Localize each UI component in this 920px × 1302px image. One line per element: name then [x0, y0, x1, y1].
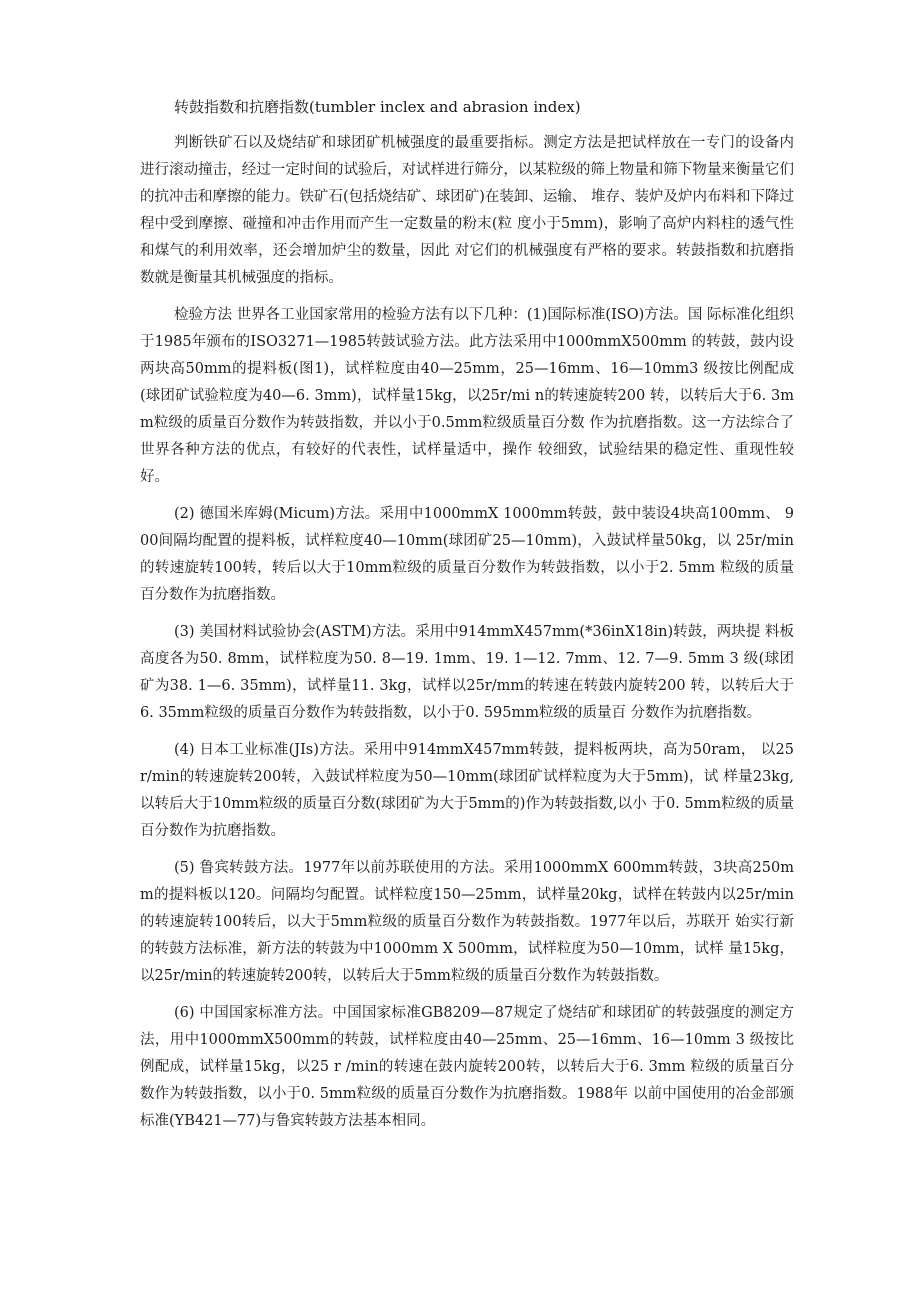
- paragraph-method-jis: (4) 日本工业标准(JIs)方法。采用中914mmX457mm转鼓，提料板两块，高为50ram， 以25r/min的转速旋转200转，入鼓试样粒度为50—10mm(球团矿试样粒度为大于5mm)，试 样量23kg,以转后大于10mm粒级的质量百分数(球团矿为大于5mm的)作为转鼓指数,以小 于0. 5mm粒级的质量百分数作为抗磨指数。: [140, 742, 794, 839]
- paragraph-intro: 判断铁矿石以及烧结矿和球团矿机械强度的最重要指标。测定方法是把试样放在一专门的设备内进行滚动撞击，经过一定时间的试验后，对试样进行筛分，以某粒级的筛上物量和筛下物量来衡量它们的抗冲击和摩擦的能力。铁矿石(包括烧结矿、球团矿)在装卸、运输、 堆存、装炉及炉内布料和下降过程中受到摩擦、碰撞和冲击作用而产生一定数量的粉末(粒 度小于5mm)，影响了高炉内料柱的透气性和煤气的利用效率，还会增加炉尘的数量，因此 对它们的机械强度有严格的要求。转鼓指数和抗磨指数就是衡量其机械强度的指标。: [140, 135, 794, 286]
- document-page: [140, 94, 794, 1145]
- paragraph-method-rubin: (5) 鲁宾转鼓方法。1977年以前苏联使用的方法。采用1000mmX 600mm转鼓，3块高250mm的提料板以120。问隔均匀配置。试样粒度150—25mm，试样量20kg，试样在转鼓内以25r/min的转速旋转100转后，以大于5mm粒级的质量百分数作为转鼓指数。1977年以后，苏联开 始实行新的转鼓方法标准，新方法的转鼓为中1000mm X 500mm，试样粒度为50—10mm，试样 量15kg，以25r/min的转速旋转200转，以转后大于5mm粒级的质量百分数作为转鼓指数。: [140, 860, 794, 984]
- document-title: 转鼓指数和抗磨指数(tumbler inclex and abrasion index): [174, 98, 581, 116]
- paragraph-method-iso: 检验方法 世界各工业国家常用的检验方法有以下几种：(1)国际标准(ISO)方法。国 际标准化组织于1985年颁布的ISO3271—1985转鼓试验方法。此方法采用中1000mmX500mm 的转鼓，鼓内设两块高50mm的提料板(图1)，试样粒度由40—25mm，25—16mm、16—10mm3 级按比例配成(球团矿试验粒度为40—6. 3mm)，试样量15kg，以25r/mi n的转速旋转200 转，以转后大于6. 3mm粒级的质量百分数作为转鼓指数，并以小于0.5mm粒级质量百分数 作为抗磨指数。这一方法综合了世界各种方法的优点，有较好的代表性，试样量适中，操作 较细致，试验结果的稳定性、重现性较好。: [140, 307, 794, 485]
- paragraph-method-astm: (3) 美国材料试验协会(ASTM)方法。采用中914mmX457mm(*36inX18in)转鼓，两块提 料板高度各为50. 8mm，试样粒度为50. 8—19. 1mm、19. 1—12. 7mm、12. 7—9. 5mm 3 级(球团矿为38. 1—6. 35mm)，试样量11. 3kg，试样以25r/mm的转速在转鼓内旋转200 转，以转后大于6. 35mm粒级的质量百分数作为转鼓指数，以小于0. 595mm粒级的质量百 分数作为抗磨指数。: [140, 624, 794, 721]
- paragraph-method-china: (6) 中国国家标准方法。中国国家标准GB8209—87规定了烧结矿和球团矿的转鼓强度的测定方法，用中1000mmX500mm的转鼓，试样粒度由40—25mm、25—16mm、16—10mm 3 级按比例配成，试样量15kg，以25 r /min的转速在鼓内旋转200转，以转后大于6. 3mm 粒级的质量百分数作为转鼓指数，以小于0. 5mm粒级的质量百分数作为抗磨指数。1988年 以前中国使用的冶金部颁标准(YB421—77)与鲁宾转鼓方法基本相同。: [140, 1005, 794, 1129]
- paragraph-method-micum: (2) 德国米库姆(Micum)方法。采用中1000mmX 1000mm转鼓，鼓中装设4块高100mm、 900间隔均配置的提料板，试样粒度40—10mm(球团矿25—10mm)，入鼓试样量50kg，以 25r/min的转速旋转100转，转后以大于10mm粒级的质量百分数作为转鼓指数，以小于2. 5mm 粒级的质量百分数作为抗磨指数。: [140, 506, 794, 603]
